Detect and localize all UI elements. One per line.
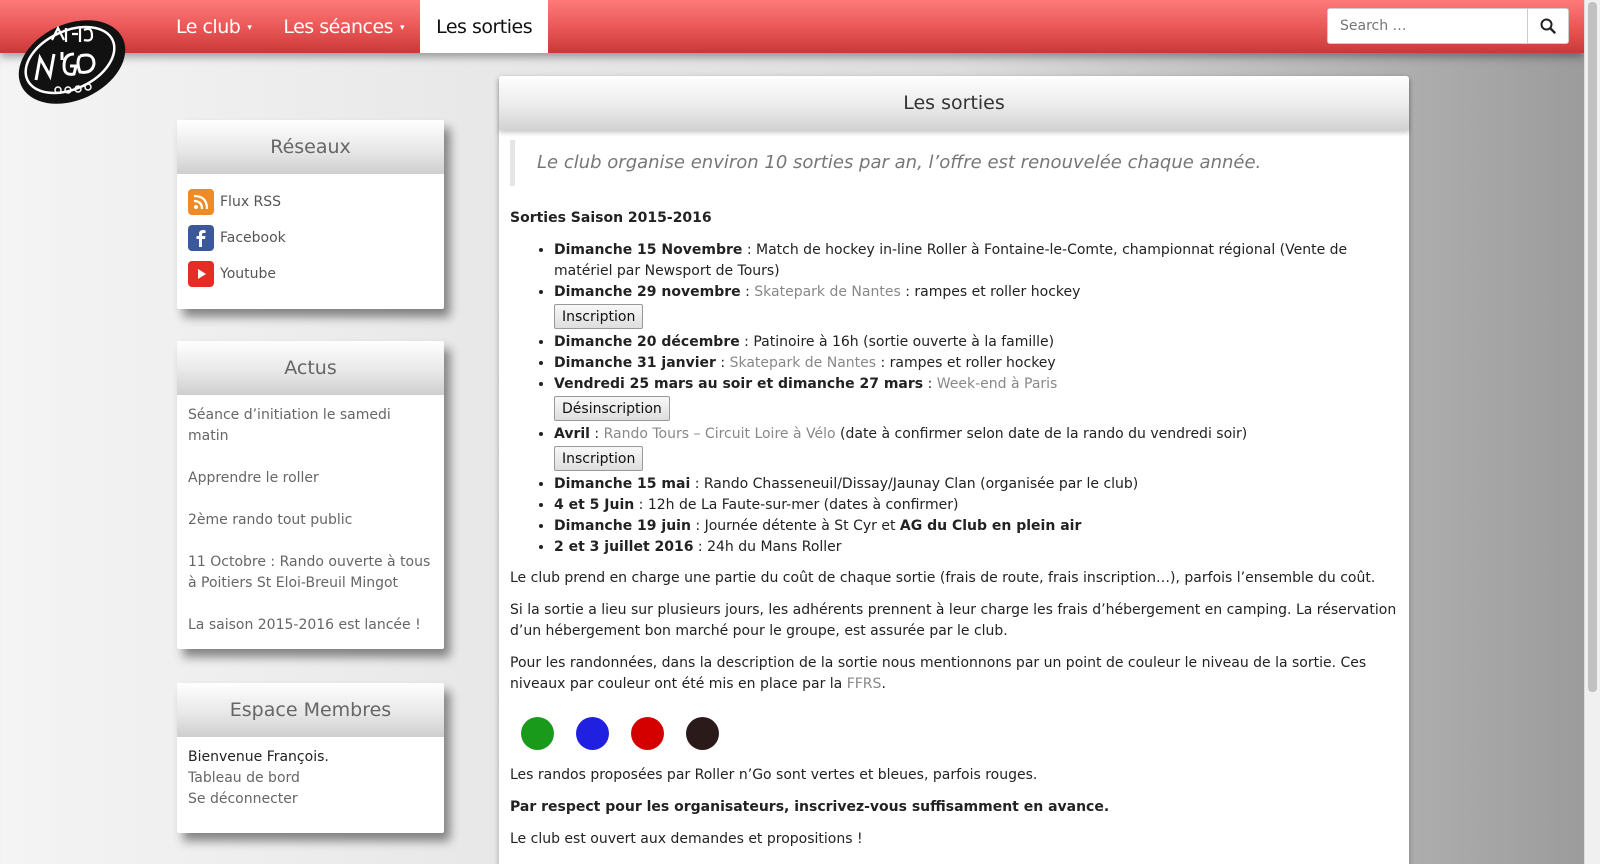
event-item: • Vendredi 25 mars au soir et dimanche 27 mars : Week-end à Paris Désinscription xyxy=(554,374,1398,424)
level-dots xyxy=(510,706,1398,765)
event-item: • Dimanche 15 mai : Rando Chasseneuil/Dissay/Jaunay Clan (organisée par le club) xyxy=(554,474,1398,495)
dashboard-link[interactable]: Tableau de bord xyxy=(188,770,300,786)
events-list xyxy=(510,240,1398,558)
caret-down-icon: ▾ xyxy=(400,23,405,33)
event-item: • Dimanche 31 janvier : Skatepark de Nantes : rampes et roller hockey xyxy=(554,353,1398,374)
inscription-button[interactable]: Inscription xyxy=(554,304,643,329)
intro-quote: Le club organise environ 10 sorties par an, l’offre est renouvelée chaque année. xyxy=(510,140,1398,186)
event-item: • 2 et 3 juillet 2016 : 24h du Mans Roller xyxy=(554,537,1398,558)
youtube-icon xyxy=(188,261,214,287)
page-scrollbar[interactable] xyxy=(1584,0,1600,864)
paragraph: Les randos proposées par Roller n’Go sont vertes et bleues, parfois rouges. xyxy=(510,767,1038,783)
scrollbar-thumb[interactable] xyxy=(1588,2,1597,692)
event-link[interactable]: Skatepark de Nantes xyxy=(754,284,901,300)
event-item: • 4 et 5 Juin : 12h de La Faute-sur-mer (dates à confirmer) xyxy=(554,495,1398,516)
actu-link[interactable]: Séance d’initiation le samedi matin xyxy=(188,407,391,444)
event-item: • Dimanche 29 novembre : Skatepark de Nantes : rampes et roller hockey Inscription xyxy=(554,282,1398,332)
red-level-dot xyxy=(631,717,664,750)
season-title: Sorties Saison 2015-2016 xyxy=(510,210,712,226)
logout-link[interactable]: Se déconnecter xyxy=(188,791,298,807)
blue-level-dot xyxy=(576,717,609,750)
top-navbar xyxy=(0,0,1584,53)
actu-link[interactable]: 2ème rando tout public xyxy=(188,512,353,528)
search-icon xyxy=(1540,18,1556,34)
event-link[interactable]: Week-end à Paris xyxy=(936,376,1058,392)
nav-les-sorties[interactable]: Les sorties xyxy=(420,0,548,53)
facebook-icon xyxy=(188,225,214,251)
widget-actus xyxy=(177,341,444,649)
roller-ngo-logo[interactable] xyxy=(14,10,134,110)
search-form xyxy=(1327,8,1569,44)
event-item: • Dimanche 20 décembre : Patinoire à 16h (sortie ouverte à la famille) xyxy=(554,332,1398,353)
widget-title: Actus xyxy=(177,341,444,395)
paragraph: Par respect pour les organisateurs, inscrivez-vous suffisamment en avance. xyxy=(510,799,1110,815)
search-button[interactable] xyxy=(1527,9,1568,43)
search-input[interactable] xyxy=(1328,9,1527,43)
widget-espace-membres xyxy=(177,683,444,833)
widget-reseaux xyxy=(177,120,444,309)
actu-link[interactable]: Apprendre le roller xyxy=(188,470,319,486)
youtube-link[interactable]: Youtube xyxy=(188,256,433,292)
paragraph: Le club est ouvert aux demandes et propositions ! xyxy=(510,831,863,847)
paragraph: Si la sortie a lieu sur plusieurs jours, les adhérents prennent à leur charge les frais d’hébergement en camping. La réservation d’un hébergement bon marché pour le groupe, est assurée par le club. xyxy=(510,602,1397,639)
widget-title: Réseaux xyxy=(177,120,444,174)
facebook-link[interactable]: Facebook xyxy=(188,220,433,256)
inscription-button[interactable]: Inscription xyxy=(554,446,643,471)
welcome-text: Bienvenue François. xyxy=(188,749,329,765)
event-item: • Dimanche 19 juin : Journée détente à St Cyr et AG du Club en plein air xyxy=(554,516,1398,537)
ffrs-link[interactable]: FFRS xyxy=(846,676,882,692)
event-item: • Avril : Rando Tours – Circuit Loire à Vélo (date à confirmer selon date de la rando du vendredi soir) Inscription xyxy=(554,424,1398,474)
black-level-dot xyxy=(686,717,719,750)
main-menu xyxy=(160,0,548,53)
nav-le-club[interactable]: Le club ▾ xyxy=(176,15,252,38)
paragraph: Pour les randonnées, dans la description de la sortie nous mentionnons par un point de couleur le niveau de la sortie. Ces niveaux par couleur ont été mis en place par la FFRS. xyxy=(510,655,1367,692)
paragraph: Le club prend en charge une partie du coût de chaque sortie (frais de route, frais inscription…), parfois l’ensemble du coût. xyxy=(510,570,1376,586)
event-link[interactable]: Skatepark de Nantes xyxy=(729,355,877,371)
rss-link[interactable]: Flux RSS xyxy=(188,184,433,220)
desinscription-button[interactable]: Désinscription xyxy=(554,396,670,421)
event-link[interactable]: Rando Tours – Circuit Loire à Vélo xyxy=(603,426,836,442)
caret-down-icon: ▾ xyxy=(247,23,252,33)
actu-link[interactable]: 11 Octobre : Rando ouverte à tous à Poitiers St Eloi-Breuil Mingot xyxy=(188,554,431,591)
green-level-dot xyxy=(521,717,554,750)
widget-title: Espace Membres xyxy=(177,683,444,737)
nav-les-seances[interactable]: Les séances ▾ xyxy=(283,15,405,38)
event-item: • Dimanche 15 Novembre : Match de hockey in-line Roller à Fontaine-le-Comte, championnat régional (Vente de matériel par Newsport de Tours) xyxy=(554,240,1398,282)
actu-link[interactable]: La saison 2015-2016 est lancée ! xyxy=(188,617,421,633)
rss-icon xyxy=(188,189,214,215)
page-title: Les sorties xyxy=(499,76,1409,130)
main-article xyxy=(499,76,1409,864)
